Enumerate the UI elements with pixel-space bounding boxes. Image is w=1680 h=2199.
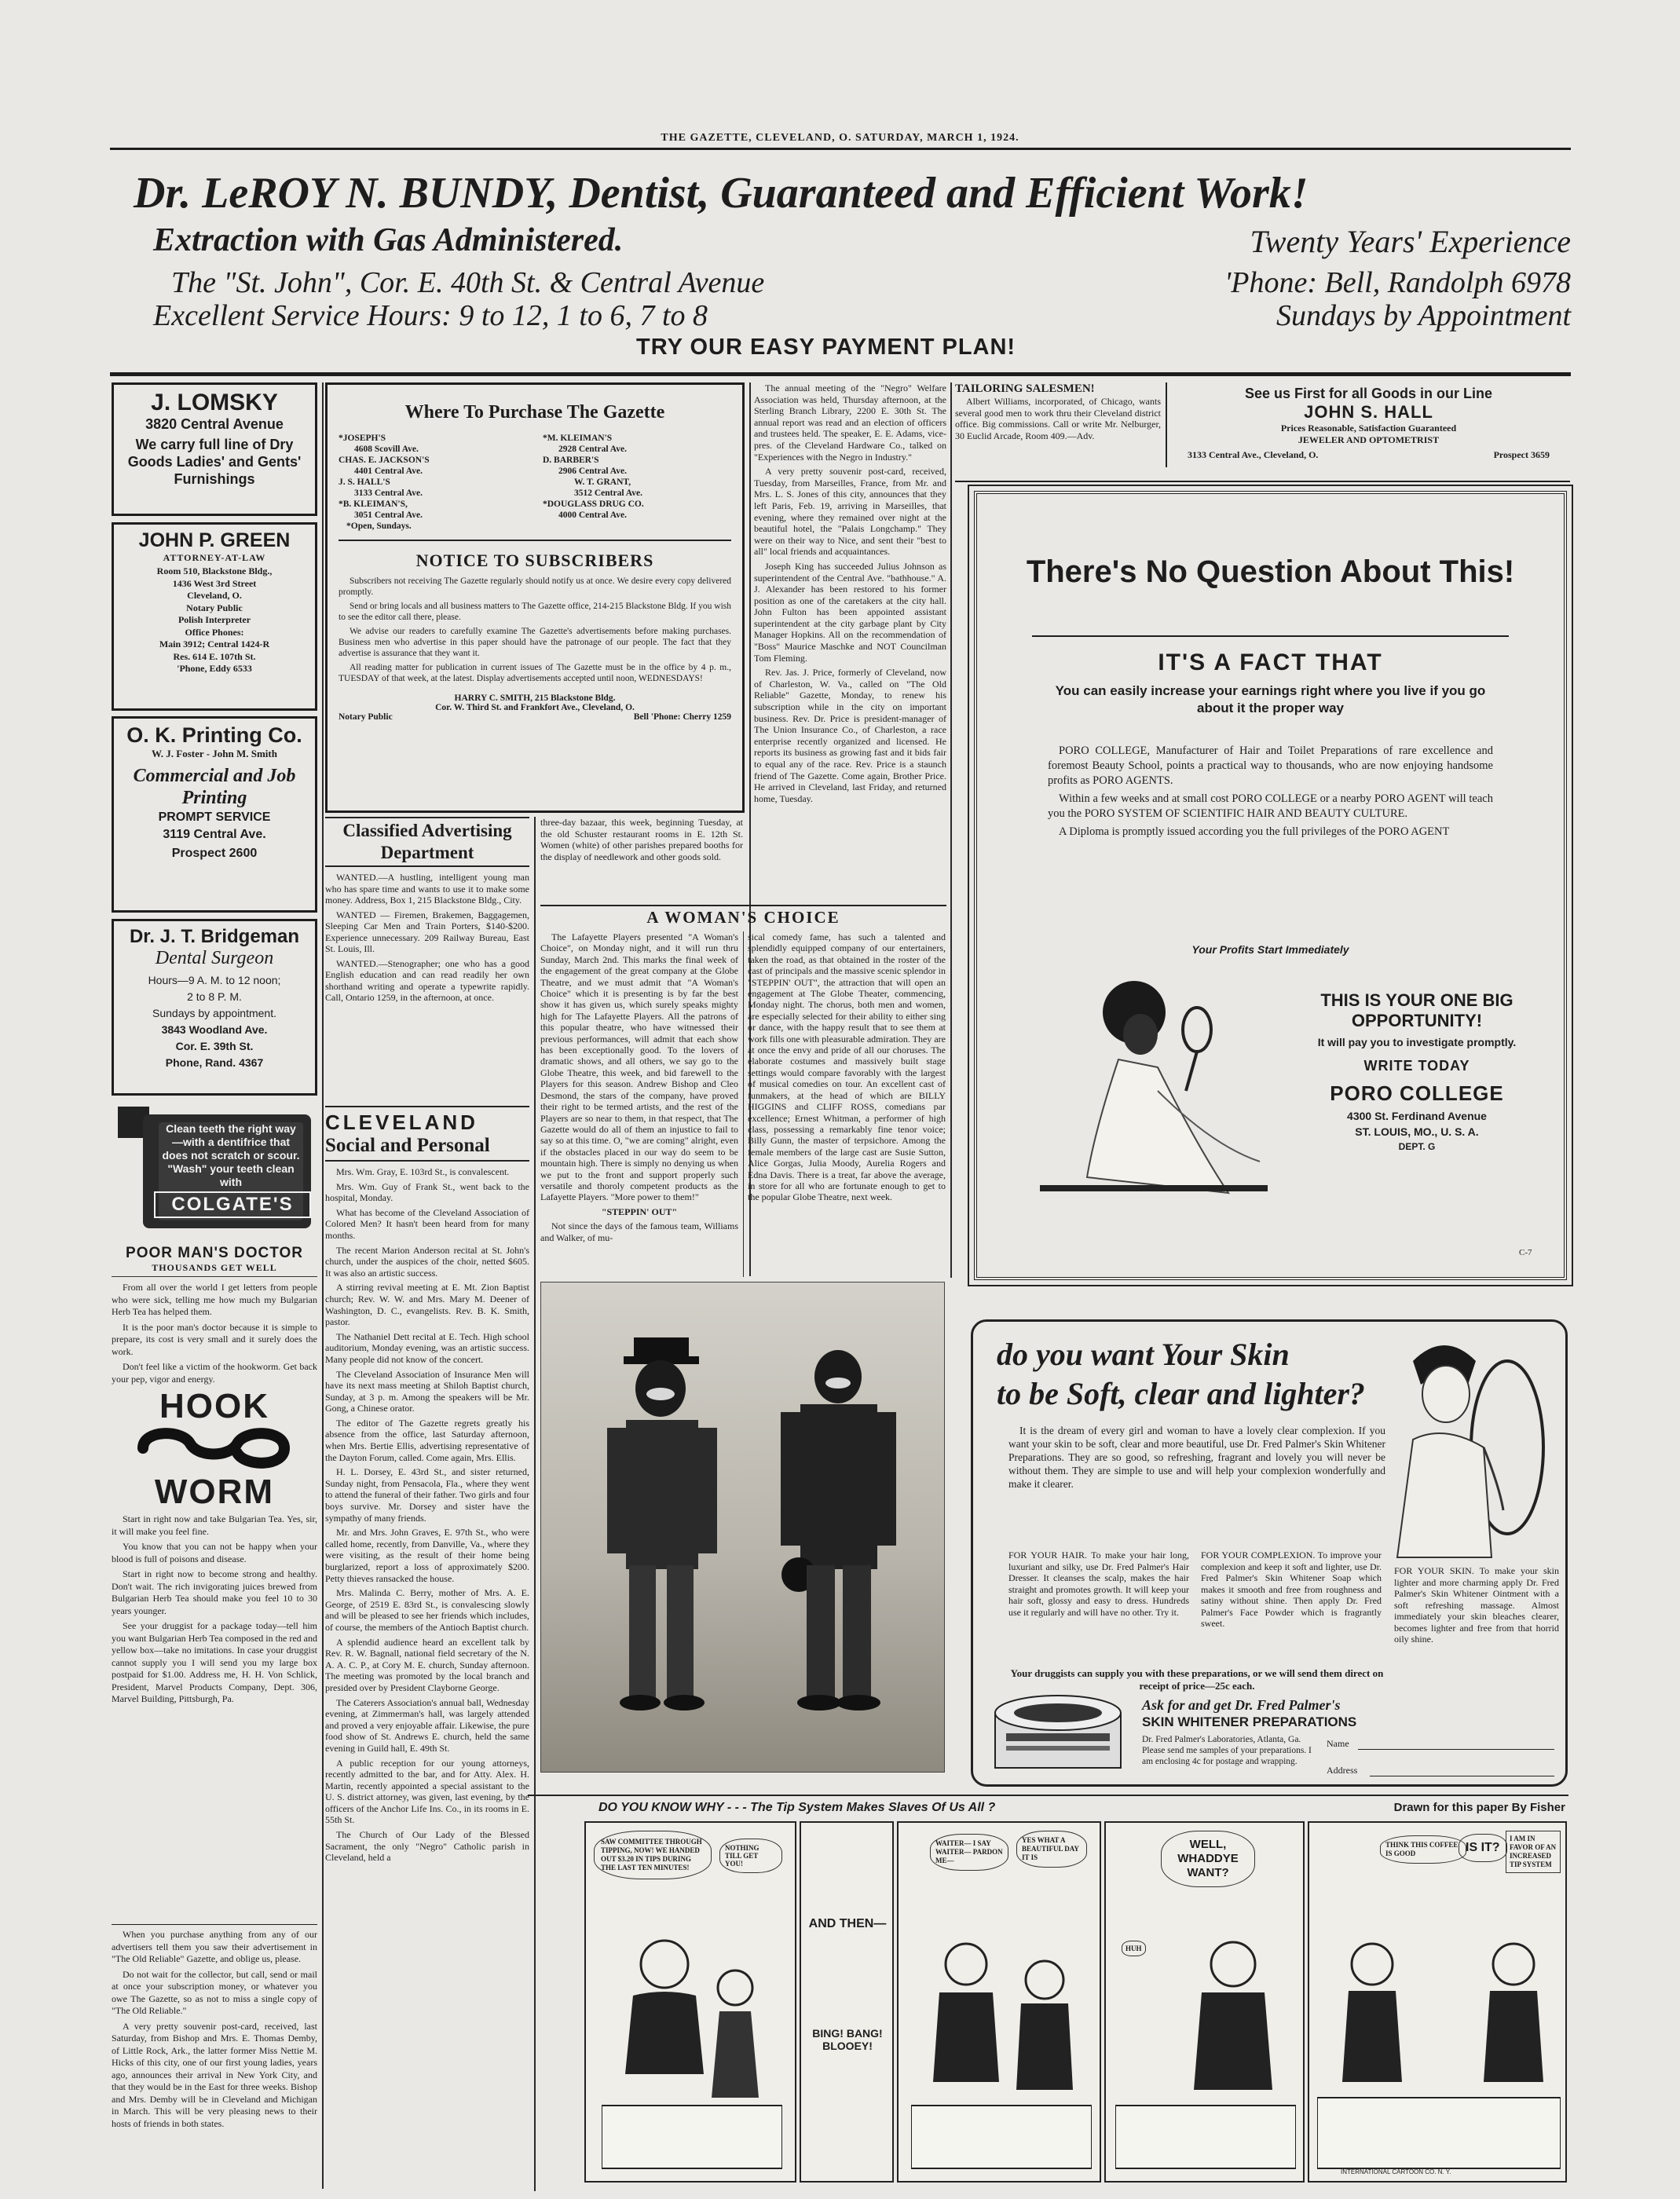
social-item: A public reception for our young attorneys, recently admitted to the bar, and for Atty. Alex. H. Martin, recently appointed a special assistant to the U. S. district attorney, was given, last evening, by the officers of the Anchor Life Ins. Co., in its rooms in E. 55th St. bbox=[325, 1757, 529, 1826]
green-line: 'Phone, Eddy 6533 bbox=[177, 663, 252, 674]
outlet-note: *Open, Sundays. bbox=[346, 521, 412, 531]
palmer-intro: It is the dream of every girl and woman to have a lovely clear complexion. If you want your skin to be soft, clear and more beautiful, use Dr. Fred Palmer's Skin Whitener Preparations. They are so good, so refreshing, fragrant and lovely you will never be without them. They are simple to use and will help your complexion wonderfully and make it clearer. bbox=[1008, 1425, 1385, 1490]
outlet-name: *JOSEPH'S bbox=[339, 434, 386, 443]
colgate-brand: COLGATE'S bbox=[154, 1191, 311, 1218]
poorman-para: It is the poor man's doctor because it is simple to prepare, its cost is very small and it surely does the work. bbox=[112, 1321, 317, 1357]
classified-title: Classified Advertising Department bbox=[325, 817, 529, 867]
social-item: Mrs. Malinda C. Berry, mother of Mrs. A. E. George, of 2519 E. 83rd St., is convalescing slowly and will be pleased to see her friends which includes, of course, the members of the Antioch Baptist church. bbox=[325, 1587, 529, 1633]
palmer-druggists: Your druggists can supply you with these preparations, or we will send them direct on receipt of price—25c each. bbox=[1010, 1667, 1384, 1692]
outlet-name: *B. KLEIMAN'S, bbox=[339, 499, 408, 509]
outlet-address: 2906 Central Ave. bbox=[558, 467, 627, 476]
green-lines bbox=[119, 565, 310, 675]
poorman-para: You know that you can not be happy when your blood is full of poisons and disease. bbox=[112, 1541, 317, 1564]
diner-figure-icon bbox=[602, 1917, 782, 2176]
bundy-address: The "St. John", Cor. E. 40th St. & Central Avenue bbox=[171, 266, 765, 299]
speech-bubble: NOTHING TILL GET YOU! bbox=[719, 1839, 782, 1873]
poro-headline: There's No Question About This! bbox=[1026, 554, 1515, 589]
purchase-list-right bbox=[543, 433, 731, 532]
tailoring-body: Albert Williams, incorporated, of Chicago, wants several good men to work thru their Cleveland district office. Big commissions. Call or write Mr. Nelburger, 30 Euclid Arcade, Room 409.—Adv. bbox=[955, 396, 1161, 441]
masthead-rule bbox=[110, 148, 1571, 150]
green-line: Notary Public bbox=[186, 602, 243, 613]
poro-college-name: PORO COLLEGE bbox=[1330, 1081, 1504, 1105]
poro-address: 4300 St. Ferdinand Avenue bbox=[1347, 1110, 1487, 1122]
notice-para: Subscribers not receiving The Gazette regularly should notify us at once. We desire every copy delivered promptly. bbox=[339, 576, 731, 597]
poro-para: Within a few weeks and at small cost PORO COLLEGE or a nearby PORO AGENT will teach you the PORO SYSTEM OF SCIENTIFIC HAIR AND BEAUTY CULTURE. bbox=[1048, 792, 1493, 820]
outlet-address: 4000 Central Ave. bbox=[558, 510, 627, 520]
social-item: The Church of Our Lady of the Blessed Sacrament, the only "Negro" Catholic parish in Cleveland, held a bbox=[325, 1829, 529, 1864]
review-para: The Lafayette Players presented "A Woman's Choice", on Monday night, and it will run thru Sunday, March 2nd. This marks the final week of the engagement of the great company at the Globe Theatre, and we must admit that "A Woman's Choice" which it is presenting is by far the best show it has given us, which surely speaks mighty high for The Lafayette Players. All the patrons of this popular theatre, who have witnessed their previous performances, will admit that each show has been exceptionally good. To the lovers of dramatic shows, and all others, we say go to the Globe Theatre, this week, and bid farewell to the Players for this season. Andrew Bishop and Cleo Desmond, the stars of the company, have proved their right to be termed artists, and the rest of the Players are so near to them, in that respect, that The Gazette would do all of them an injustice to fail to say so at this time. O, "we are coming" alright, even if the obstacles placed in our way do seem to be mountain high. There is simply no denying us when we put to the front and support properly such versatile and thoroly competent products as the Lafayette Players. "More power to them!" bbox=[540, 931, 738, 1203]
palmer-complexion: FOR YOUR COMPLEXION. To improve your complexion and keep it soft and lighter, use Dr. Fred Palmer's Skin Whitener Soap which makes it smooth and free from roughness and satiny without shine. Then apply Dr. Fred Palmer's Face Powder which is fragrantly sweet. bbox=[1201, 1550, 1382, 1629]
cartoon-panel-3 bbox=[897, 1821, 1101, 2183]
palmer-hair: FOR YOUR HAIR. To make your hair long, luxuriant and silky, use Dr. Fred Palmer's Hair Dresser. It cleanses the scalp, makes the hair straight and promotes growth. It will keep your hair soft, glossy and easy to dress. Hundreds use it regularly and will have no other. Try it. bbox=[1008, 1550, 1189, 1618]
poro-college-ad bbox=[974, 491, 1567, 1280]
bridgeman-line: Cor. E. 39th St. bbox=[175, 1040, 254, 1052]
bundy-title: Dr. LeROY N. BUNDY, Dentist, Guaranteed and Efficient Work! bbox=[134, 169, 1308, 218]
poro-profits: Your Profits Start Immediately bbox=[1191, 943, 1349, 956]
green-line: Cleveland, O. bbox=[187, 590, 242, 601]
bridgeman-line: 3843 Woodland Ave. bbox=[161, 1023, 268, 1036]
outlet-name: J. S. HALL'S bbox=[339, 477, 390, 487]
poro-fact: IT'S A FACT THAT bbox=[1158, 649, 1383, 675]
social-item: What has become of the Cleveland Association of Colored Men? It hasn't been heard from for many months. bbox=[325, 1206, 529, 1241]
classified-ad: WANTED.—Stenographer; one who has a good English education and can read readily her own shorthand writing and operate a typewrite rapidly. Call, Ontario 1259, in the afternoon, at once. bbox=[325, 957, 529, 1003]
social-item: Mrs. Wm. Gray, E. 103rd St., is convalescent. bbox=[336, 1166, 510, 1177]
poro-sub: You can easily increase your earnings right where you live if you go about it the proper way bbox=[1055, 683, 1486, 715]
poorman-para: See your druggist for a package today—tell him you want Bulgarian Herb Tea composed in the red and yellow box—take no imitations. In case your druggist cannot supply you I will send you my large box postpaid for $1.00. Address me, H. H. Von Schlick, President, Marvel Products Company, Dept. 306, Marvel Building, Pittsburgh, Pa. bbox=[112, 1620, 317, 1704]
bundy-bottom-rule bbox=[110, 372, 1571, 376]
notice-para: We advise our readers to carefully examine The Gazette's advertisements before making purchases. Business men who advertise in this paper should have the patronage of our people. The fact that they advertise is assurance that they want it. bbox=[339, 627, 731, 658]
hook-word: HOOK bbox=[159, 1387, 269, 1425]
palmer-name-field[interactable] bbox=[1358, 1749, 1554, 1750]
bundy-extraction: Extraction with Gas Administered. bbox=[153, 222, 624, 258]
notice-notary: Notary Public bbox=[339, 712, 393, 722]
social-item: The Caterers Association's annual ball, Wednesday evening, at Zimmerman's hall, was largely attended and proved a very enjoyable affair. Likewise, the pure food show of St. Andrews E. church, held the same evening in Guild hall, E. 49th St. bbox=[325, 1696, 529, 1754]
classified-ad: WANTED.—A hustling, intelligent young man who has spare time and wants to use it to make some money. Address, Box 1, 215 Blackstone Bldg., City. bbox=[325, 872, 529, 906]
notice-phone: Bell 'Phone: Cherry 1259 bbox=[633, 712, 731, 722]
poro-para: A Diploma is promptly issued according you the full privileges of the PORO AGENT bbox=[1059, 825, 1450, 838]
okprinting-phone: Prospect 2600 bbox=[171, 847, 258, 860]
green-attorney-ad bbox=[112, 522, 317, 711]
okprinting-name: O. K. Printing Co. bbox=[126, 723, 302, 747]
womans-choice-section bbox=[540, 905, 946, 1278]
speech-bubble: I AM IN FAVOR OF AN INCREASED TIP SYSTEM bbox=[1506, 1831, 1561, 1873]
poorman-para: Don't feel like a victim of the hookworm. Get back your pep, vigor and energy. bbox=[112, 1361, 317, 1385]
social-item: The editor of The Gazette regrets greatly his absence from the office, last Saturday afternoon, when Mrs. Bertie Ellis, advertising representative of the Dayton Forum, called. Come again, Mrs. Ellis. bbox=[325, 1417, 529, 1463]
bundy-payment-plan: TRY OUR EASY PAYMENT PLAN! bbox=[636, 335, 1016, 360]
palmer-complexion-block bbox=[1201, 1550, 1382, 1667]
social-item: The Cleveland Association of Insurance Men will have its next mass meeting at Shiloh Baptist church, Sunday, at 3 p. m. Among the speakers will be Mr. Gong, a Chinese orator. bbox=[325, 1368, 529, 1414]
poro-pay: It will pay you to investigate promptly. bbox=[1317, 1036, 1517, 1048]
poorman-para: Start in right now to become strong and healthy. Don't wait. The rich invigorating juices brewed from Bulgarian Herb Tea should make you feel 10 to 30 years younger. bbox=[112, 1568, 317, 1616]
cartoon-syndicate: INTERNATIONAL CARTOON CO. N. Y. bbox=[1341, 2168, 1451, 2175]
bridgeman-line: 2 to 8 P. M. bbox=[187, 990, 242, 1003]
speech-bubble: WAITER— I SAY WAITER— PARDON ME— bbox=[930, 1834, 1008, 1871]
tip-system-cartoon bbox=[528, 1795, 1568, 2191]
poorman-subtitle: THOUSANDS GET WELL bbox=[112, 1262, 317, 1277]
bridgeman-line: Hours—9 A. M. to 12 noon; bbox=[148, 974, 281, 986]
palmer-address-label: Address bbox=[1327, 1765, 1358, 1776]
palmer-skin: FOR YOUR SKIN. To make your skin lighter and more charming apply Dr. Fred Palmer's Skin Whitener Ointment with a soft refreshing massage. Almost immediately your skin bleaches clearer, becomes lighter and free from that horrid oily shine. bbox=[1394, 1565, 1559, 1645]
purchase-list-left bbox=[339, 433, 527, 532]
palmer-ask: Ask for and get Dr. Fred Palmer's bbox=[1142, 1697, 1341, 1713]
social-item: H. L. Dorsey, E. 43rd St., and sister returned, Sunday night, from Pensacola, Fla., where they went to attend the funeral of their father. Two girls and four boys survive. Mr. Dorsey and sister have the sympathy of many friends. bbox=[325, 1466, 529, 1524]
masthead: THE GAZETTE, CLEVELAND, O. SATURDAY, MARCH 1, 1924. bbox=[661, 132, 1019, 144]
green-line: Polish Interpreter bbox=[178, 614, 251, 625]
poor-mans-doctor-ad bbox=[112, 1245, 317, 1920]
classified-section bbox=[325, 817, 529, 1096]
bazaar-text: three-day bazaar, this week, beginning Tuesday, at the old Schuster restaurant rooms in E. 12th St. Women (white) of other parishes prepared booths for the display of needlework and other goods sold. bbox=[540, 817, 743, 862]
social-item: Mr. and Mrs. John Graves, E. 97th St., who were called home, recently, from Danville, Va., where they were visiting, as the result of their home being burglarized, report a loss of approximately $200. Petty thieves ransacked the house. bbox=[325, 1527, 529, 1584]
bundy-hours: Excellent Service Hours: 9 to 12, 1 to 6, 7 to 8 bbox=[153, 299, 708, 332]
purchase-title: Where To Purchase The Gazette bbox=[404, 402, 665, 423]
outlet-address: 4608 Scovill Ave. bbox=[354, 445, 419, 454]
skin-whitener-box-icon bbox=[990, 1689, 1132, 1776]
classified-ad: WANTED — Firemen, Brakemen, Baggagemen, Sleeping Car Men and Train Porters, $140-$200. Experience unnecessary. 209 Railway Bureau, East St. Louis, Ill. bbox=[325, 909, 529, 954]
lomsky-address: 3820 Central Avenue bbox=[145, 416, 284, 432]
outlet-address: 3051 Central Ave. bbox=[354, 510, 423, 520]
cartoon-panel-5 bbox=[1308, 1821, 1567, 2183]
outlet-name: CHAS. E. JACKSON'S bbox=[339, 456, 430, 465]
welfare-section bbox=[754, 382, 946, 897]
column-rule bbox=[950, 382, 952, 1278]
palmer-headline-1: do you want Your Skin bbox=[997, 1337, 1290, 1372]
notice-para: All reading matter for publication in current issues of The Gazette must be in the office by 4 p. m., TUESDAY of that week, at the latest. Display advertisements accepted until noon, WEDNESDAYS! bbox=[339, 663, 731, 683]
worm-word: WORM bbox=[154, 1473, 275, 1511]
poorman-para: From all over the world I get letters from people who were sick, telling me how much my Bulgarian Herb Tea has helped them. bbox=[112, 1282, 317, 1317]
okprinting-owners: W. J. Foster - John M. Smith bbox=[152, 748, 277, 759]
notice-signature: HARRY C. SMITH, 215 Blackstone Bldg. bbox=[454, 693, 616, 703]
lomsky-ad bbox=[112, 382, 317, 516]
tailoring-ad bbox=[955, 382, 1161, 481]
hall-phone: Prospect 3659 bbox=[1493, 449, 1550, 460]
cleveland-subtitle: Social and Personal bbox=[325, 1135, 529, 1162]
advertiser-note: When you purchase anything from any of our advertisers tell them you saw their advertisement in "The Old Reliable" Gazette, and oblige us, please. bbox=[112, 1929, 317, 1964]
colgate-text: Clean teeth the right way —with a dentifrice that does not scratch or scour. "Wash" your teeth clean with bbox=[162, 1122, 300, 1188]
hall-name: JOHN S. HALL bbox=[1304, 402, 1433, 422]
cartoon-credit: Drawn for this paper By Fisher bbox=[1393, 1801, 1565, 1814]
outlet-name: *M. KLEIMAN'S bbox=[543, 434, 613, 443]
comedians-photo-icon bbox=[541, 1282, 946, 1773]
poorman-title: POOR MAN'S DOCTOR bbox=[126, 1245, 303, 1261]
diners-table-icon bbox=[1317, 1925, 1561, 2176]
poro-dept: DEPT. G bbox=[1398, 1141, 1436, 1152]
outlet-name: *DOUGLASS DRUG CO. bbox=[543, 499, 644, 509]
okprinting-address: 3119 Central Ave. bbox=[163, 828, 266, 841]
palmer-product: SKIN WHITENER PREPARATIONS bbox=[1142, 1714, 1357, 1729]
news-item: A very pretty souvenir post-card, received, Tuesday, from Marseilles, France, from Mr. and Mrs. L. S. Jones of this city, announces that they left Paris, Feb. 19, arriving in Marseilles, that evening, where they remained over night at the beautiful hotel, the "Palais Longchamp." They were on their way to Nice, and sent their "best to all" local friends and acquaintances. bbox=[754, 466, 946, 558]
hall-role: JEWELER AND OPTOMETRIST bbox=[1298, 434, 1440, 445]
right-divider bbox=[955, 481, 1570, 482]
advertiser-note: Do not wait for the collector, but call, send or mail at once your subscription money, or whatever you owe The Gazette, so as not to miss a single copy of "The Old Reliable." bbox=[112, 1968, 317, 2016]
cartoon-panel-2 bbox=[800, 1821, 894, 2183]
lomsky-body: We carry full line of Dry Goods Ladies' and Gents' Furnishings bbox=[127, 437, 302, 487]
outlet-address: 3512 Central Ave. bbox=[574, 488, 642, 498]
cartoon-panel-4 bbox=[1104, 1821, 1305, 2183]
speech-bubble: THINK THIS COFFEE IS GOOD bbox=[1380, 1835, 1466, 1864]
panel-caption: BING! BANG! BLOOEY! bbox=[812, 2027, 883, 2052]
purchase-notice-box bbox=[325, 382, 745, 813]
hall-jeweler-ad bbox=[1166, 382, 1570, 467]
poro-body bbox=[1048, 744, 1493, 948]
outlet-address: 4401 Central Ave. bbox=[354, 467, 423, 476]
okprinting-service: Commercial and Job Printing bbox=[133, 766, 296, 808]
bridgeman-ad bbox=[112, 919, 317, 1096]
bridgeman-line: Phone, Rand. 4367 bbox=[165, 1056, 264, 1069]
palmer-skin-block bbox=[1394, 1565, 1559, 1683]
col1-divider bbox=[112, 1924, 317, 1925]
woman-with-mirror-illustration bbox=[1040, 973, 1268, 1209]
advertiser-note: A very pretty souvenir post-card, received, last Saturday, from Bishop and Mrs. E. Thomas Demby, of Little Rock, Ark., the latter former Miss Nettie M. Hicks of this city, one of our first young ladies, years ago, announces their arrival in New York City, and that they would be in the East for three weeks. Bishop and Mrs. Demby will be in Cleveland and Michigan in March. This will be very pleasing news to their hosts of friends in both states. bbox=[112, 2020, 317, 2129]
speech-bubble: HUH bbox=[1122, 1941, 1146, 1956]
green-title: ATTORNEY-AT-LAW bbox=[163, 552, 266, 563]
panel-caption: AND THEN— bbox=[808, 1917, 887, 1930]
speech-bubble: IS IT? bbox=[1459, 1834, 1507, 1862]
palmer-hair-block bbox=[1008, 1550, 1189, 1667]
hookworm-icon bbox=[112, 1425, 317, 1470]
green-line: Room 510, Blackstone Bldg., bbox=[156, 565, 273, 576]
bundy-phone: 'Phone: Bell, Randolph 6978 bbox=[1224, 266, 1571, 299]
bridgeman-name: Dr. J. T. Bridgeman bbox=[129, 926, 300, 947]
palmer-headline-2: to be Soft, clear and lighter? bbox=[997, 1376, 1365, 1411]
column-rule bbox=[322, 382, 324, 2189]
poro-city: ST. LOUIS, MO., U. S. A. bbox=[1355, 1125, 1479, 1138]
notice-signature-address: Cor. W. Third St. and Frankfort Ave., Cleveland, O. bbox=[435, 703, 635, 712]
poro-rule bbox=[1032, 635, 1509, 637]
waiter-figure-icon bbox=[911, 1925, 1092, 2176]
okprinting-prompt: PROMPT SERVICE bbox=[158, 810, 271, 824]
bridgeman-lines bbox=[119, 972, 310, 1071]
palmer-name-label: Name bbox=[1327, 1738, 1349, 1749]
news-item: Joseph King has succeeded Julius Johnson as superintendent of the Central Ave. "bathhouse." A. J. Alexander has been restored to his former position as one of the caretakers at the city hall. John Fulton has been appointed assistant superintendent at the city garbage plant by City Manager Hopkins. All on the recommendation of "Boss" Maurice Maschke and NOT Councilman Tom Fleming. bbox=[754, 560, 946, 664]
palmer-skin-ad bbox=[971, 1319, 1568, 1787]
bridgeman-title: Dental Surgeon bbox=[155, 948, 274, 968]
hall-top: See us First for all Goods in our Line bbox=[1244, 386, 1493, 401]
tailoring-title: TAILORING SALESMEN! bbox=[955, 382, 1095, 395]
social-item: The Nathaniel Dett recital at E. Tech. High school auditorium, Monday evening, was an artistic success. Many people did not know of the concert. bbox=[325, 1330, 529, 1365]
poro-para: PORO COLLEGE, Manufacturer of Hair and Toilet Preparations of rare excellence and foremost Beauty School, points a practical way to thousands, who are now enjoying handsome profits as PORO AGENTS. bbox=[1048, 745, 1493, 787]
social-item: The recent Marion Anderson recital at St. John's church, under the auspices of the choir, netted $605. It was also an artistic success. bbox=[325, 1244, 529, 1279]
bazaar-continuation bbox=[540, 817, 743, 903]
cleveland-title: CLEVELAND bbox=[325, 1106, 529, 1135]
okprinting-ad bbox=[112, 716, 317, 913]
outlet-address: 3133 Central Ave. bbox=[354, 488, 423, 498]
column-rule bbox=[743, 931, 744, 1277]
poro-big: THIS IS YOUR ONE BIG OPPORTUNITY! bbox=[1320, 990, 1513, 1030]
social-item: Mrs. Wm. Guy of Frank St., went back to the hospital, Monday. bbox=[325, 1180, 529, 1204]
review-para: Not since the days of the famous team, Williams and Walker, of mu- bbox=[540, 1220, 738, 1243]
lomsky-name: J. LOMSKY bbox=[151, 390, 278, 415]
steppin-out-photo bbox=[540, 1282, 945, 1773]
woman-portrait-illustration bbox=[1366, 1330, 1554, 1565]
womans-choice-title: A WOMAN'S CHOICE bbox=[540, 905, 946, 928]
poro-write: WRITE TODAY bbox=[1363, 1058, 1470, 1074]
palmer-intro-block bbox=[1008, 1424, 1385, 1542]
diner-figure-icon bbox=[1115, 1925, 1296, 2176]
bundy-experience: Twenty Years' Experience bbox=[1250, 224, 1571, 259]
outlet-name: D. BARBER'S bbox=[543, 456, 599, 465]
social-item: A splendid audience heard an excellent talk by Rev. R. W. Bagnall, national field secretary of the N. A. A. C. P., at Cory M. E. church, Sunday afternoon. The meeting was promoted by the local branch and presided over by President Clayborne George. bbox=[325, 1636, 529, 1693]
review-para: sical comedy fame, has such a talented and splendidly equipped company of our entertainers, taken the road, as that obtained in the roster of the cast of principals and the massive scenic splendor in "STEPPIN' OUT", the attraction that will open an engagement at The Globe Theater, commencing, Monday night. The chorus, both men and women, are especially selected for their ability to either sing or dance, with the happy result that to see them at work fills one with pleasurable admiration. They are at once the envy and pride of all our choruses. The elaborate costumes and massively built stage settings would compare favorably with the largest of musical comedies on tour. An excellent cast of funmakers, at the head of which are BILLY HIGGINS and CLIFF ROSS, comedians par excellence; Ernest Whitman, a performer of high class, possessing a remarkably fine tenor voice; Billy Gunn, the master of terpsichore. Among the female members of the large cast are Susie Sutton, Alice Gorgas, Julia Moody, Aurelia Rogers and Edna Davis. There is a treat, far above the average, in store for all who are fortunate enough to get to the popular Globe Theatre, next week. bbox=[748, 931, 946, 1203]
cartoon-panel-1 bbox=[584, 1821, 796, 2183]
cartoon-title: DO YOU KNOW WHY - - - The Tip System Makes Slaves Of Us All ? bbox=[598, 1801, 996, 1814]
bundy-dentist-ad bbox=[110, 157, 1571, 373]
outlet-name: W. T. GRANT, bbox=[574, 477, 631, 487]
speech-bubble: WELL, WHADDYE WANT? bbox=[1161, 1831, 1255, 1887]
outlet-address: 2928 Central Ave. bbox=[558, 445, 627, 454]
news-item: Rev. Jas. J. Price, formerly of Cleveland, now of Charleston, W. Va., called on "The Old Reliable" Gazette, Monday, to renew his subscription while in the city on important business. Rev. Dr. Price is president-manager of The Union Insurance Co., of Charleston, a race enterprise recently organized and licensed. He reports its business as growing fast and it bids fair to equal any of the race. Rev. Price is a staunch friend of The Gazette. Come again, Brother Price. He arrived in Cleveland, last Friday, and returned home, Tuesday. bbox=[754, 667, 946, 804]
bundy-sundays: Sundays by Appointment bbox=[1276, 299, 1571, 332]
social-item: A stirring revival meeting at E. Mt. Zion Baptist church; Rev. W. W. and Mrs. Mary M. Deener of Washington, D. C., evangelists. Rev. B. K. Smith, pastor. bbox=[325, 1282, 529, 1328]
speech-bubble: YES WHAT A BEAUTIFUL DAY IT IS bbox=[1016, 1831, 1087, 1868]
notice-para: Send or bring locals and all business matters to The Gazette office, 214-215 Blackstone Bldg. If you wish to see the editor call there, please. bbox=[339, 602, 731, 622]
hall-address: 3133 Central Ave., Cleveland, O. bbox=[1188, 449, 1319, 460]
bridgeman-line: Sundays by appointment. bbox=[152, 1007, 276, 1019]
speech-bubble: SAW COMMITTEE THROUGH TIPPING, NOW! WE HANDED OUT $3.20 IN TIPS DURING THE LAST TEN MINUTES! bbox=[594, 1831, 712, 1879]
green-line: 1436 West 3rd Street bbox=[172, 577, 257, 589]
colgate-ad bbox=[112, 1103, 317, 1233]
poro-code: C-7 bbox=[1519, 1248, 1532, 1257]
green-line: Res. 614 E. 107th St. bbox=[173, 650, 256, 662]
cleveland-social-section bbox=[325, 1106, 529, 2190]
hall-tag: Prices Reasonable, Satisfaction Guaranteed bbox=[1280, 423, 1457, 434]
green-line: Main 3912; Central 1424-R bbox=[159, 638, 270, 649]
news-item: The annual meeting of the "Negro" Welfare Association was held, Thursday afternoon, at the Sterling Branch Library, 2200 E. 30th St. The annual report was read and an election of officers and trustees held. The speaker, E. E. Adams, vice-pres. of the Cleveland Hardware Co., talked on "Experiences with the Negro in Industry." bbox=[754, 382, 946, 463]
poorman-para: Start in right now and take Bulgarian Tea. Yes, sir, it will make you feel fine. bbox=[112, 1513, 317, 1537]
steppin-out-heading: "STEPPIN' OUT" bbox=[601, 1206, 678, 1217]
notice-title: NOTICE TO SUBSCRIBERS bbox=[415, 551, 654, 570]
advertiser-notes bbox=[112, 1929, 317, 2188]
palmer-labs: Dr. Fred Palmer's Laboratories, Atlanta, Ga. Please send me samples of your preparations. I am enclosing 4c for postage and wrapping. bbox=[1142, 1735, 1312, 1766]
green-line: Office Phones: bbox=[185, 626, 244, 638]
green-name: JOHN P. GREEN bbox=[138, 529, 291, 551]
